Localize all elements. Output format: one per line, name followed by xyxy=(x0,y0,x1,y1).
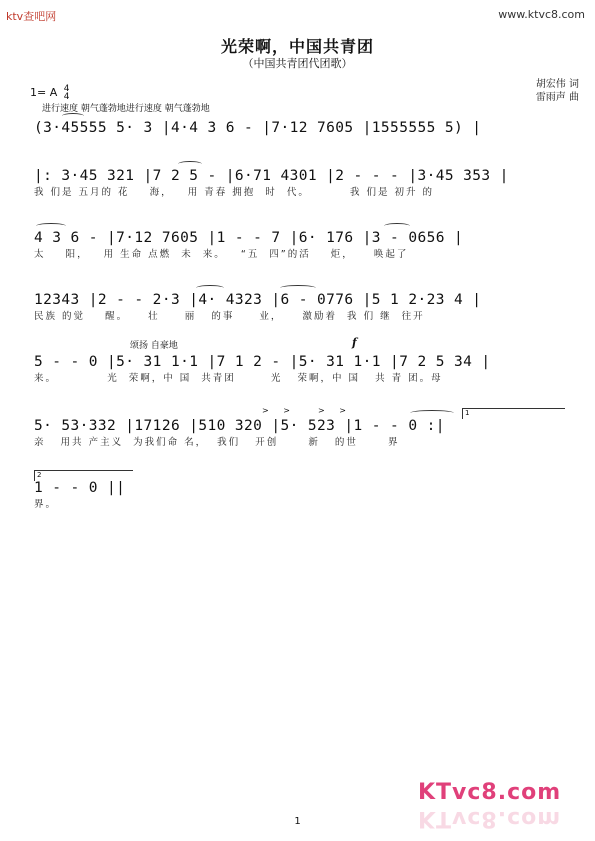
accent-mark: > > xyxy=(318,406,352,415)
slur-mark xyxy=(196,285,224,291)
expression-mark: 颂扬 自豪地 xyxy=(130,341,178,351)
score-notes: 5 - - 0 |5· 31 1·1 |7 1 2 - |5· 31 1·1 |7 2 5 34 | xyxy=(34,354,491,370)
site-logo-text: ktv查吧网 xyxy=(6,10,57,23)
time-signature-top: 4 xyxy=(63,84,70,94)
score-lyrics: 界。 xyxy=(34,499,58,510)
score-lyrics xyxy=(34,138,570,152)
lyricist-credit: 胡宏伟 词 xyxy=(535,79,579,90)
score-row xyxy=(34,290,570,324)
score-row xyxy=(34,352,570,386)
watermark-logo: KTvc8.com xyxy=(418,780,562,805)
composer-credit: 雷雨声 曲 xyxy=(535,92,579,103)
song-title: 光荣啊，中国共青团 xyxy=(220,37,374,56)
tempo-marking: 进行速度 朝气蓬勃地进行速度 朝气蓬勃地 xyxy=(42,104,210,114)
score-lyrics: 亲 用共 产主义 为我们命 名， 我们 开创 新 的世 界 xyxy=(34,437,400,448)
score-row xyxy=(34,416,570,450)
credits xyxy=(536,78,579,104)
score-lyrics: 太 阳， 用 生命 点燃 未 来。 “五 四”的活 炬， 唤起了 xyxy=(34,249,409,260)
key-signature xyxy=(30,85,69,101)
score-notes: 4 3 6 - |7·12 7605 |1 - - 7 |6· 176 |3 - 0656 | xyxy=(34,230,464,246)
score-row xyxy=(34,228,570,262)
slur-mark xyxy=(384,223,410,229)
watermark-reflection: KTvc8.com xyxy=(418,806,562,831)
accent-mark: > > xyxy=(262,406,296,415)
slur-mark xyxy=(280,285,316,291)
dynamic-forte: f xyxy=(352,336,357,349)
score-row xyxy=(34,166,570,200)
score-row xyxy=(34,118,570,152)
time-signature xyxy=(64,85,70,101)
key-label: 1= A xyxy=(30,86,58,99)
time-signature-bottom: 4 xyxy=(63,92,70,102)
slur-mark xyxy=(178,161,202,167)
score-lyrics: 民族 的觉 醒。 壮 丽 的事 业， 激励着 我 们 继 往开 xyxy=(34,311,425,322)
score-notes: (3·45555 5· 3 |4·4 3 6 - |7·12 7605 |1555555 5) | xyxy=(34,120,482,136)
volta-bracket-1: 1 xyxy=(462,408,565,419)
page-number: 1 xyxy=(294,816,301,827)
slur-mark xyxy=(62,113,84,119)
slur-mark xyxy=(36,223,66,229)
volta-bracket-2: 2 xyxy=(34,470,133,481)
score-notes: 5· 53·332 |17126 |510 320 |5· 523 |1 - - 0 :| xyxy=(34,418,445,434)
score-row xyxy=(34,478,570,512)
song-subtitle: （中国共青团代团歌） xyxy=(242,57,353,70)
score-notes: 1 - - 0 || xyxy=(34,480,126,496)
site-url: www.ktvc8.com xyxy=(498,8,585,21)
score-notes: 12343 |2 - - 2·3 |4· 4323 |6 - 0776 |5 1 2·23 4 | xyxy=(34,292,482,308)
score-notes: |: 3·45 321 |7 2 5 - |6·71 4301 |2 - - - |3·45 353 | xyxy=(34,168,509,184)
score-lyrics: 来。 光 荣啊，中 国 共青团 光 荣啊，中 国 共 青 团。母 xyxy=(34,373,443,384)
score-lyrics: 我 们是 五月的 花 海， 用 青春 拥抱 时 代。 我 们是 初升 的 xyxy=(34,187,435,198)
